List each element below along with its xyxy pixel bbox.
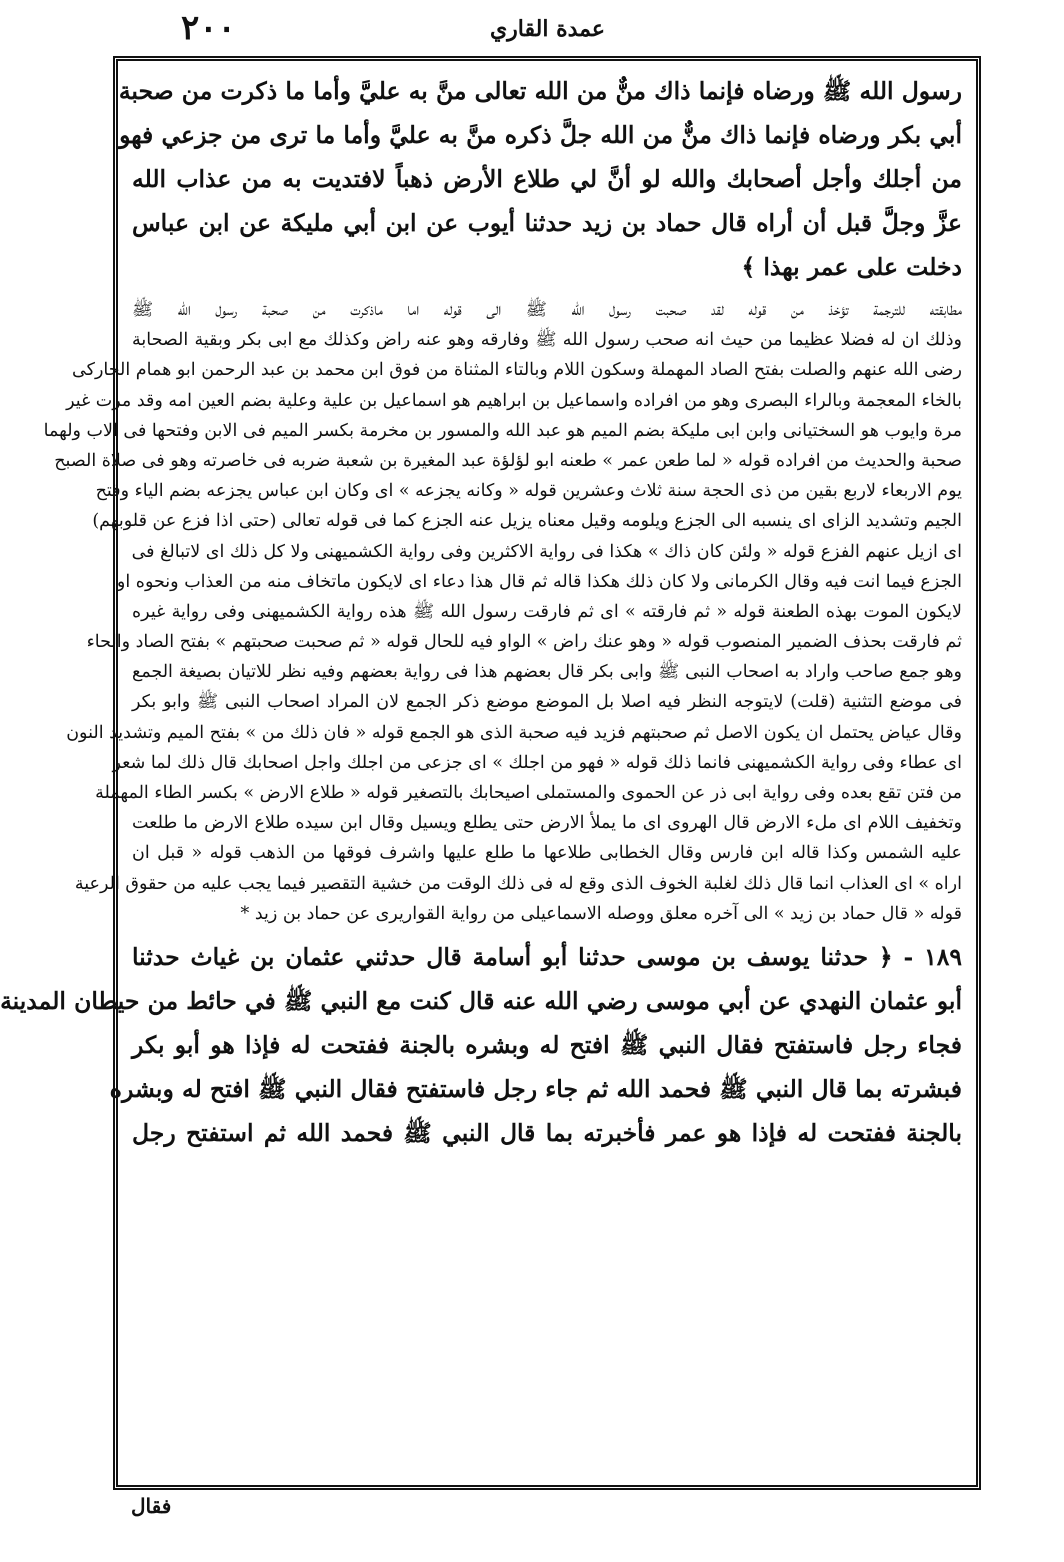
commentary-line: يوم الاربعاء لاربع بقين من ذى الحجة سنة ثلاث وعشرين قوله « وكانه يجزعه » اى وكان ابن عباس يجزعه بضم الياء وفتح bbox=[95, 481, 962, 502]
text-frame bbox=[0, 56, 981, 1490]
commentary-line: اى عطاء وفى رواية الكشميهنى فانما ذلك قوله « فهو من اجلك » اى جزعى من اجلك واجل اصحابك قال ذلك لما شعر bbox=[112, 752, 962, 773]
page-number: ٢٠٠ bbox=[181, 8, 236, 48]
hadith-line: بالجنة ففتحت له فإذا هو عمر فأخبرته بما قال النبي ﷺ فحمد الله ثم استفتح رجل bbox=[132, 1118, 962, 1147]
commentary-line: بالخاء المعجمة وبالراء البصرى وهو من افراده واسماعيل بن ابراهيم هو اسماعيل بن علية وعلية بضم العين امه وقد مرت غير bbox=[66, 390, 962, 411]
commentary-line: ثم فارقت بحذف الضمير المنصوب قوله « وهو عنك راض » الواو فيه للحال قوله « ثم صحبت صحبتهم » بفتح الصاد والحاء bbox=[86, 632, 962, 653]
hadith-line: دخلت على عمر بهذا ﴾ bbox=[741, 253, 962, 281]
commentary-line: فى موضع التثنية (قلت) لايتوجه النظر فيه اصلا بل الموضع موضع ذكر الجمع لان المراد اصحاب النبى ﷺ وابو بكر bbox=[132, 692, 962, 713]
commentary-line: عليه الشمس وكذا قاله ابن فارس وقال الخطابى طلاعها ما طلع عليها واشرف فوقها من الذهب قوله « قبل ان bbox=[132, 843, 962, 864]
catchword: فقال bbox=[131, 1494, 172, 1518]
hadith-block-2 bbox=[0, 935, 962, 1155]
hadith-line: فجاء رجل فاستفتح فقال النبي ﷺ افتح له وبشره بالجنة ففتحت له فإذا هو أبو بكر bbox=[132, 1030, 962, 1059]
commentary-line: الجيم وتشديد الزاى اى ينسبه الى الجزع ويلومه وقيل معناه يزيل عنه الجزع كما فى قوله تعالى (حتى اذا فزع عن قلوبهم) bbox=[92, 511, 962, 532]
hadith-line: أبي بكر ورضاه فإنما ذاك منٌّ من الله جلَّ ذكره منَّ به عليَّ وأما ما ترى من جزعي فهو bbox=[119, 121, 962, 149]
commentary-line: الجزع فيما انت فيه وقال الكرمانى ولا كان ذلك هكذا قاله ثم قال هذا دعاء اى لايكون ماتخاف منه من العذاب ونحوه او bbox=[116, 571, 962, 592]
hadith-line: فبشرته بما قال النبي ﷺ فحمد الله ثم جاء رجل فاستفتح فقال النبي ﷺ افتح له وبشره bbox=[109, 1074, 962, 1103]
commentary-line: اى ازيل عنهم الفزع قوله « ولئن كان ذاك » هكذا فى رواية الاكثرين وفى رواية الكشميهنى ولا كل ذلك اى لاتبالغ فى bbox=[131, 541, 962, 562]
commentary-line: وقال عياض يحتمل ان يكون الاصل ثم صحبتهم فزيد فيه صحبة الذى هو الجمع قوله « فان ذلك من » بفتح الميم وتشديد النون bbox=[66, 722, 962, 743]
commentary-line: قوله « قال حماد بن زيد » الى آخره معلق ووصله الاسماعيلى من رواية القواريرى عن حماد بن زيد * bbox=[240, 903, 962, 924]
commentary-line: وتخفيف اللام اى ملء الارض قال الهروى اى ما يملأ الارض حتى يطلع ويسيل وقال ابن سيده طلاع الارض ما طلعت bbox=[132, 813, 962, 834]
hadith-line: أبو عثمان النهدي عن أبي موسى رضي الله عنه قال كنت مع النبي ﷺ في حائط من حيطان المدينة bbox=[0, 986, 962, 1015]
hadith-block-1 bbox=[118, 69, 963, 289]
hadith-line: عزَّ وجلَّ قبل أن أراه قال حماد بن زيد حدثنا أيوب عن ابن أبي مليكة عن ابن عباس bbox=[132, 209, 963, 237]
commentary-line: وذلك ان له فضلا عظيما من حيث انه صحب رسول الله ﷺ وفارقه وهو عنه راض وكذلك مع ابى بكر وبقية الصحابة bbox=[132, 330, 962, 351]
commentary-line: اراه » اى العذاب انما قال ذلك لغلبة الخوف الذى وقع له فى ذلك الوقت من خشية التقصير فيما يجب عليه من حقوق الرعية bbox=[74, 873, 962, 894]
commentary-block bbox=[43, 295, 962, 929]
running-title: عمدة القاري bbox=[489, 16, 606, 42]
commentary-line: لايكون الموت بهذه الطعنة قوله « ثم فارقته » اى ثم فارقت رسول الله ﷺ هذه رواية الكشميهنى وفى رواية غيره bbox=[132, 601, 962, 622]
commentary-line: مطابقته للترجمة تؤخذ من قوله لقد صحبت رسول الله ﷺ الى قوله اما ماذكرت من صحبة رسول الله ﷺ bbox=[132, 300, 962, 320]
hadith-line: من أجلك وأجل أصحابك والله لو أنَّ لي طلاع الأرض ذهباً لافتديت به من عذاب الله bbox=[132, 165, 962, 193]
commentary-line: من فتن تقع بعده وفى رواية ابى ذر عن الحموى والمستملى اصيحابك بالتصغير قوله « طلاع الارض » بكسر الطاء المهملة bbox=[95, 783, 962, 803]
commentary-line: وهو جمع صاحب واراد به اصحاب النبى ﷺ وابى بكر قال بعضهم هذا فى رواية بعضهم وفيه نظر للاتيان بصيغة الجمع bbox=[132, 662, 962, 683]
commentary-line: صحبة والحديث من افراده قوله « لما طعن عمر » طعنه ابو لؤلؤة عبد المغيرة بن شعبة ضربه فى خاصرته وهو فى صلاة الصبح bbox=[54, 450, 962, 471]
hadith-line: ١٨٩ - ﴿ حدثنا يوسف بن موسى حدثنا أبو أسامة قال حدثني عثمان بن غياث حدثنا bbox=[132, 942, 962, 971]
commentary-line: رضى الله عنهم والصلت بفتح الصاد المهملة وسكون اللام وبالتاء المثناة من فوق ابن محمد بن عبد الرحمن ابو همام الخاركى bbox=[72, 360, 962, 381]
commentary-line: مرة وايوب هو السختيانى وابن ابى مليكة بضم الميم هو عبد الله والمسور بن مخرمة بكسر الميم فى الابن وفتحها فى الاب ولهما bbox=[43, 420, 962, 441]
hadith-line: رسول الله ﷺ ورضاه فإنما ذاك منٌّ من الله تعالى منَّ به عليَّ وأما ما ذكرت من صحبة bbox=[118, 77, 962, 105]
